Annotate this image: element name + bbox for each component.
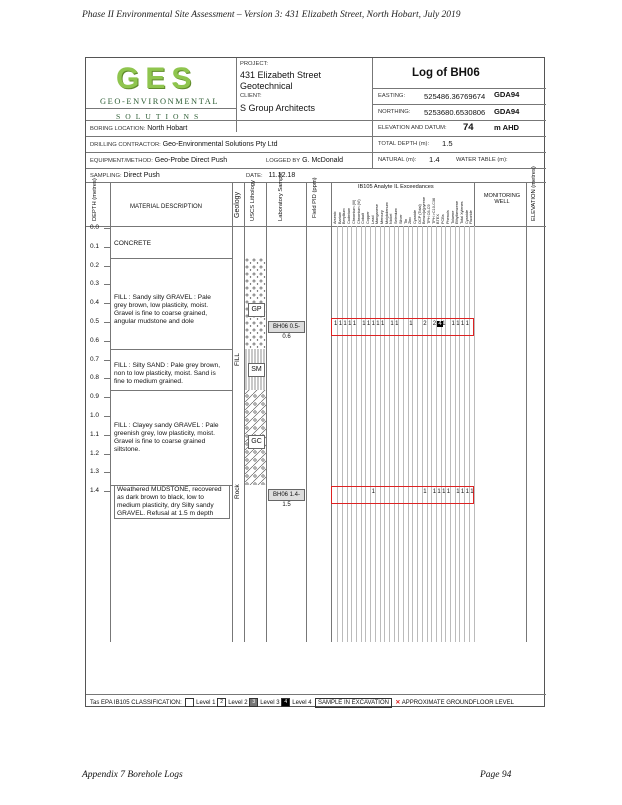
analyte-gridline <box>370 226 371 642</box>
analyte-gridline <box>450 226 451 642</box>
col-monitoring: MONITORING WELL <box>483 193 521 205</box>
legend: Tas EPA IB105 CLASSIFICATION: Level 1 2 Level 2 3 Level 3 4 Level 4 SAMPLE IN EXCAVATION ✕ APPROXIMATE GROUNDFLOOR LEVEL <box>90 699 514 707</box>
desc-fill-clayey: FILL : Clayey sandy GRAVEL : Pale greenish grey, low plasticity, moist. Gravel is fine to coarse grained siltstone. <box>114 422 219 453</box>
lab-sample-1: BH06 0.5-0.6 <box>268 321 305 333</box>
legend-level2-swatch: 2 <box>217 698 226 707</box>
analyte-header: Mercury <box>380 210 384 224</box>
geology-bedrock: Rock <box>234 484 241 499</box>
col-lab-sample: Laboratory Sample <box>278 172 284 221</box>
desc-fill-gravel: FILL : Sandy silty GRAVEL : Pale grey brown, low plasticity, moist. Gravel is fine to coarse grained, angular mudstone and dole <box>114 294 211 325</box>
depth-tick-mark <box>104 416 110 417</box>
exceedance-row-2 <box>331 486 474 504</box>
northing-datum: GDA94 <box>494 107 520 116</box>
exceedance-cell: 1 <box>460 321 465 327</box>
analyte-header: PCBs <box>441 214 446 224</box>
depth-tick-mark <box>104 491 110 492</box>
exceedance-cell: 1 <box>395 321 399 327</box>
project-line2: Geotechnical <box>240 81 293 91</box>
page-footer-right: Page 94 <box>480 770 512 780</box>
analyte-header: Silver <box>398 214 403 224</box>
analyte-gridline <box>375 226 376 642</box>
analyte-gridline <box>459 226 460 642</box>
page-header: Phase II Environmental Site Assessment – Version 3: 431 Elizabeth Street, North Hobart, July 2019 <box>82 10 461 20</box>
exceedance-cell: 1 <box>470 489 474 495</box>
exceedance-cell: 1 <box>381 321 385 327</box>
depth-tick: 0.1 <box>90 242 100 250</box>
analyte-header: Selenium <box>394 208 399 224</box>
legend-cross-icon: ✕ <box>395 700 401 707</box>
analyte-gridline <box>356 226 357 642</box>
log-title: Log of BH06 <box>412 67 480 79</box>
depth-tick: 0.9 <box>90 393 100 401</box>
analyte-gridline <box>474 226 475 642</box>
exceedance-cell: 1 <box>442 489 446 495</box>
depth-tick: 0.0 <box>90 224 100 231</box>
depth-tick: 0.2 <box>90 261 100 269</box>
depth-tick-mark <box>104 341 110 342</box>
exceedance-cell: 1 <box>423 489 427 495</box>
analyte-gridline <box>441 226 442 642</box>
exceedance-cell: 1 <box>352 321 357 327</box>
analyte-gridline <box>389 226 390 642</box>
analyte-header: Ethylbenzene <box>455 200 460 224</box>
depth-tick: 1.1 <box>90 430 100 438</box>
depth-tick-mark <box>104 378 110 379</box>
project-label: PROJECT: <box>240 61 269 67</box>
depth-tick-mark <box>104 247 110 248</box>
analyte-header: Arsenic <box>333 211 337 224</box>
legend-sample: SAMPLE IN EXCAVATION <box>315 698 392 708</box>
exceedance-cell: 1 <box>442 321 446 327</box>
equipment: EQUIPMENT/METHOD: Geo-Probe Direct Push <box>90 157 228 164</box>
boring-location: BORING LOCATION: North Hobart <box>90 125 188 132</box>
analyte-header: Cyanide <box>464 210 469 224</box>
elevation-unit: m AHD <box>494 123 520 132</box>
analyte-header: Lead <box>370 215 375 224</box>
exceedance-cell: 1 <box>465 489 469 495</box>
exceedance-cell: 1 <box>362 321 366 327</box>
easting-label: EASTING: <box>378 93 406 99</box>
borehole-log-sheet <box>85 57 545 707</box>
analyte-gridline <box>445 226 446 642</box>
analyte-header: OCP (Total) <box>417 204 422 224</box>
logo-line1: GEO-ENVIRONMENTAL <box>100 97 220 106</box>
col-uscs: USCS Lithology <box>250 180 256 221</box>
exceedance-cell: 1 <box>343 321 347 327</box>
analyte-gridline <box>431 226 432 642</box>
analyte-header: Beryllium <box>342 208 347 224</box>
exceedance-cell: 1 <box>451 321 455 327</box>
analyte-header: Cobalt <box>361 213 366 224</box>
depth-tick: 1.2 <box>90 449 100 457</box>
depth-tick: 0.4 <box>90 299 100 307</box>
col-geology: Geology <box>234 191 241 218</box>
natural-label: NATURAL (m): <box>378 157 417 163</box>
depth-tick-mark <box>104 454 110 455</box>
page-footer-left: Appendix 7 Borehole Logs <box>82 770 183 780</box>
exceedance-cell: 1 <box>348 321 352 327</box>
depth-tick-mark <box>104 322 110 323</box>
exceedance-row-1 <box>331 318 474 336</box>
depth-tick-mark <box>104 397 110 398</box>
exceedance-cell: 1 <box>465 321 469 327</box>
analyte-gridline <box>408 226 409 642</box>
analyte-header: Benzo(a)pyrene <box>422 196 427 224</box>
analyte-gridline <box>403 226 404 642</box>
analyte-gridline <box>351 226 352 642</box>
elevation-label: ELEVATION AND DATUM: <box>378 125 447 131</box>
exceedance-cell: 2 <box>432 321 437 327</box>
exceedance-cell: 1 <box>437 489 441 495</box>
analyte-header: Molybdenum <box>384 202 389 224</box>
depth-tick-mark <box>104 472 110 473</box>
analyte-header: Copper <box>365 211 370 224</box>
analyte-gridline <box>436 226 437 642</box>
analyte-gridline <box>469 226 470 642</box>
client-name: S Group Architects <box>240 103 316 113</box>
analyte-header: Chromium (VI) <box>356 199 361 224</box>
desc-fill-sand: FILL : Silty SAND : Pale grey brown, non to low plasticity, moist. Sand is fine to medium grained. <box>114 362 221 385</box>
analyte-gridline <box>398 226 399 642</box>
col-field-pid: Field PID (ppm) <box>312 177 318 218</box>
date: DATE: 11.12.18 <box>246 172 296 179</box>
uscs-gp: GP <box>248 303 265 317</box>
easting-datum: GDA94 <box>494 90 520 99</box>
col-depth: DEPTH (metres) <box>92 178 98 221</box>
col-elevation: ELEVATION (metres) <box>531 166 537 221</box>
analyte-header: Toluene <box>450 210 455 224</box>
total-depth-label: TOTAL DEPTH (m): <box>378 141 430 147</box>
uscs-gc: GC <box>248 435 265 449</box>
analyte-gridline <box>464 226 465 642</box>
depth-tick-mark <box>104 266 110 267</box>
legend-level3-swatch: 3 <box>249 698 258 707</box>
exceedance-cell: 1 <box>390 321 394 327</box>
analyte-gridline <box>412 226 413 642</box>
legend-level1-swatch <box>185 698 194 707</box>
analyte-header: BTEX <box>436 214 441 224</box>
exceedance-cell: 1 <box>366 321 371 327</box>
sampling: SAMPLING: Direct Push <box>90 172 160 179</box>
depth-tick: 1.0 <box>90 412 100 419</box>
analyte-header: TPH C6-C9 <box>427 204 431 224</box>
exceedance-cell: 1 <box>460 489 465 495</box>
analyte-gridline <box>361 226 362 642</box>
analyte-header: Tin <box>403 218 408 224</box>
legend-classification: Tas EPA IB105 CLASSIFICATION: <box>90 700 182 707</box>
analyte-header: Cyanide <box>412 210 417 224</box>
desc-concrete: CONCRETE <box>114 240 151 247</box>
logo-line2: SOLUTIONS <box>116 112 204 121</box>
analyte-gridline <box>380 226 381 642</box>
depth-tick-mark <box>104 284 110 285</box>
depth-tick-mark <box>104 303 110 304</box>
logo-mark: GES <box>116 62 198 95</box>
lab-sample-2: BH06 1.4-1.5 <box>268 489 305 501</box>
analyte-header: Cadmium <box>347 207 352 224</box>
analyte-header: Barium <box>337 211 342 224</box>
analyte-header: Phenols <box>445 210 450 224</box>
exceedance-cell: 1 <box>334 321 338 327</box>
legend-groundfloor: APPROXIMATE GROUNDFLOOR LEVEL <box>401 700 514 707</box>
analyte-gridline <box>422 226 423 642</box>
col-ib105: IB105 Analyte IL Exceedances <box>358 184 434 190</box>
uscs-lithology-column <box>245 258 266 498</box>
exceedance-cell: 1 <box>338 321 343 327</box>
depth-tick-mark <box>104 228 110 229</box>
analyte-gridline <box>347 226 348 642</box>
analyte-gridline <box>427 226 428 642</box>
depth-tick: 1.3 <box>90 468 100 476</box>
easting-value: 525486.36769674 <box>424 92 486 101</box>
desc-mudstone: Weathered MUDSTONE, recovered as dark brown to black, low to medium plasticity, dry Silty sandy GRAVEL. Refusal at 1.5 m depth <box>114 486 230 519</box>
analyte-gridline <box>394 226 395 642</box>
total-depth-value: 1.5 <box>442 139 453 148</box>
legend-level4-swatch: 4 <box>281 698 290 707</box>
analyte-header: Manganese <box>375 204 380 224</box>
col-material: MATERIAL DESCRIPTION <box>130 204 203 210</box>
analyte-gridline <box>365 226 366 642</box>
analyte-header: Nickel <box>389 213 394 224</box>
depth-tick-mark <box>104 360 110 361</box>
exceedance-cell: 1 <box>456 321 460 327</box>
northing-label: NORTHING: <box>378 109 411 115</box>
analyte-header: Total Xylenes <box>459 201 464 224</box>
depth-tick-mark <box>104 435 110 436</box>
exceedance-cell: 1 <box>432 489 437 495</box>
northing-value: 5253680.6530806 <box>424 108 486 117</box>
drilling-contractor: DRILLING CONTRACTOR: Geo-Environmental Solutions Pty Ltd <box>90 141 278 148</box>
exceedance-cell: 1 <box>371 321 375 327</box>
natural-value: 1.4 <box>429 155 440 164</box>
uscs-sm: SM <box>248 363 265 377</box>
exceedance-cell: 1 <box>376 321 380 327</box>
analyte-header: Zinc <box>408 216 413 224</box>
depth-tick: 0.6 <box>90 336 100 344</box>
analyte-header: TPH >C10-C36 <box>431 197 436 224</box>
elevation-value: 74 <box>463 122 474 133</box>
analyte-gridline <box>342 226 343 642</box>
geology-fill: FILL <box>234 352 241 366</box>
exceedance-cell: 1 <box>456 489 460 495</box>
analyte-gridline <box>455 226 456 642</box>
analyte-gridline <box>384 226 385 642</box>
logged-by: LOGGED BY G. McDonald <box>266 157 343 164</box>
project-line1: 431 Elizabeth Street <box>240 70 322 80</box>
exceedance-cell: 4 <box>438 321 442 327</box>
exceedance-cell: 1 <box>409 321 413 327</box>
exceedance-cell: 1 <box>371 489 375 495</box>
water-table-label: WATER TABLE (m): <box>456 157 508 163</box>
depth-tick: 0.3 <box>90 280 100 288</box>
depth-tick: 1.4 <box>90 487 100 495</box>
analyte-gridline <box>417 226 418 642</box>
analyte-header: Fluoride <box>469 210 474 224</box>
depth-tick: 0.8 <box>90 374 100 382</box>
exceedance-cell: 2 <box>423 321 427 327</box>
client-label: CLIENT: <box>240 93 262 99</box>
depth-tick: 0.5 <box>90 318 100 325</box>
depth-tick: 0.7 <box>90 355 100 363</box>
analyte-gridline <box>337 226 338 642</box>
analyte-header: Chromium (III) <box>351 199 356 224</box>
exceedance-cell: 1 <box>446 489 451 495</box>
